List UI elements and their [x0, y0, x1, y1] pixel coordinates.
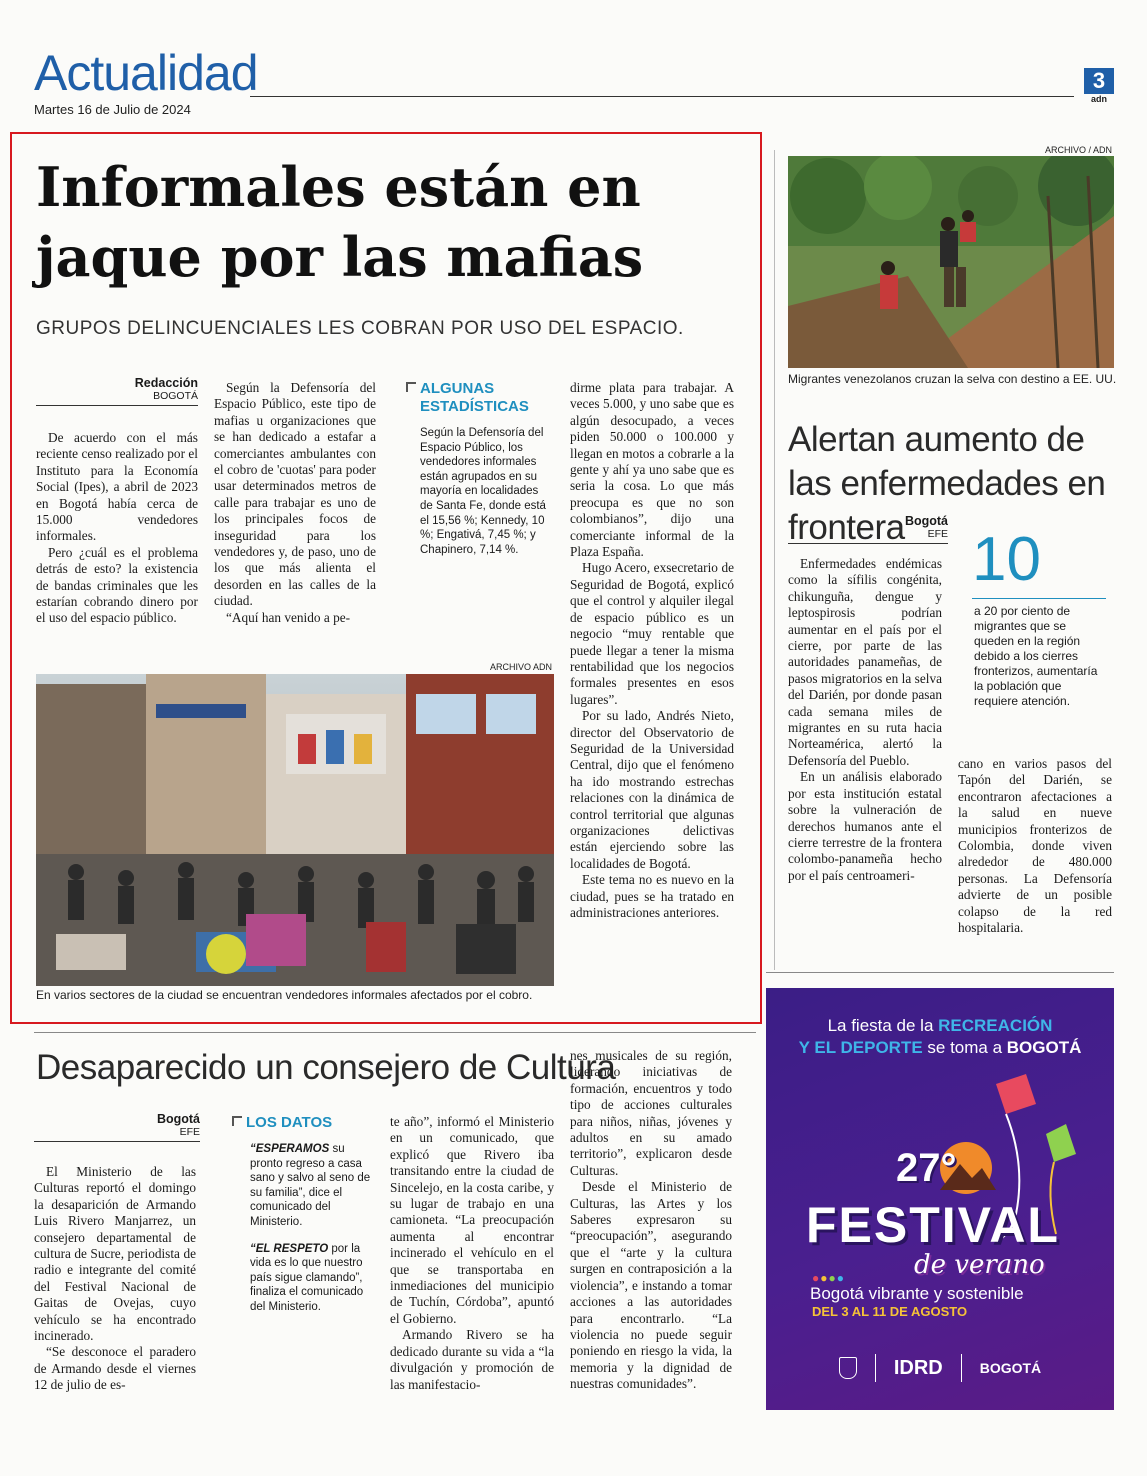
idrd-logo: IDRD	[893, 1356, 943, 1379]
paragraph: te año”, informó el Ministerio en un comunicado, que explicó que Rivero iba transitando entre la ciudad de Sincelejo, en la costa caribe, y su lugar de trabajo en una camioneta. “La preocupación aumenta al encontrar incinerado el vehículo en el que se transportaba en inmediaciones del municipio de Tuchín, Córdoba”, apuntó el Gobierno.	[390, 1114, 554, 1326]
side-byline	[788, 514, 948, 544]
city-shield-icon	[839, 1357, 857, 1379]
lead-column-1	[36, 430, 198, 627]
data-box	[232, 1114, 372, 1327]
byline-author: Redacción	[134, 376, 198, 390]
quote-2	[250, 1242, 372, 1315]
quote-2-lead: “EL RESPETO	[250, 1242, 329, 1255]
issue-date: Martes 16 de Julio de 2024	[34, 102, 191, 117]
ad-line-1-text: La fiesta de la	[827, 1016, 939, 1035]
page-number-box	[1084, 68, 1114, 104]
paragraph: Armando Rivero se ha dedicado durante su vida a “la divulgación y promoción de las manifestacio-	[390, 1327, 554, 1392]
lead-headline-line1: Informales están en	[36, 155, 641, 219]
paragraph: nes musicales de su región, liderando iniciativas de formación, encuentros y todo tipo de acciones culturales para niños, niñas, jóvenes y adultos en su amado territorio”, explicaron desde Culturas.	[570, 1048, 732, 1178]
festival-advertisement[interactable]	[766, 988, 1114, 1410]
stat-figure: 10	[972, 525, 1041, 594]
paragraph: Pero ¿cuál es el problema detrás de esto? la existencia de bandas criminales que les estarían cobrando dinero por el uso del espacio público.	[36, 544, 198, 626]
lead-kicker: GRUPOS DELINCUENCIALES LES COBRAN POR USO DEL ESPACIO.	[36, 318, 684, 339]
ad-logos	[766, 1348, 1114, 1388]
stats-heading-line2: ESTADÍSTICAS	[420, 398, 529, 415]
quote-1	[250, 1142, 372, 1230]
brand-mark: adn	[1090, 94, 1107, 104]
masthead	[34, 44, 1114, 124]
street-vendors-photo	[36, 674, 554, 986]
side-photo-credit: ARCHIVO / ADN	[1044, 145, 1112, 155]
side-photo-caption: Migrantes venezolanos cruzan la selva con destino a EE. UU.	[788, 372, 1117, 386]
lead-column-2	[214, 380, 376, 626]
ad-dates: DEL 3 AL 11 DE AGOSTO	[812, 1304, 968, 1319]
stats-box	[406, 380, 552, 569]
paragraph: Este tema no es nuevo en la ciudad, pues se ha tratado en administraciones anteriores.	[570, 872, 734, 920]
masthead-rule	[250, 96, 1074, 97]
page-number: 3	[1084, 68, 1114, 94]
paragraph: dirme plata para trabajar. A veces 5.000, y uno sabe que es algún desocupado, a veces piden 50.000 o 100.000 y llegan en motos a cobrarle a la gente y ahí ya uno sabe que es seria la cosa. Lo que más preocupa es que no son colombianos”, dijo una comerciante informal de la Plaza España.	[570, 380, 734, 560]
logo-separator	[875, 1354, 876, 1382]
second-headline: Desaparecido un consejero de Cultura	[36, 1048, 616, 1087]
paragraph: En un análisis elaborado por esta institución estatal sobre la vulneración de derechos humanos ante el cierre terrestre de la frontera colombo-panameña hecho por el país centroameri-	[788, 769, 942, 883]
byline-place: EFE	[927, 528, 948, 540]
paragraph: Por su lado, Andrés Nieto, director del Observatorio de Seguridad de la Universidad Central, dijo que el fenómeno ha ido mostrando estrechas relaciones con la dinámica de control territorial que algunas organizaciones delictivas están ejerciendo sobre las localidades de Bogotá.	[570, 708, 734, 871]
ad-line-2-highlight: Y EL DEPORTE	[798, 1038, 923, 1057]
column-divider	[774, 150, 775, 970]
photo-credit: ARCHIVO ADN	[489, 662, 552, 672]
section-name: Actualidad	[34, 45, 258, 101]
paragraph: Enfermedades endémicas como la sífilis congénita, chikunguña, dengue y leptospirosis podrían aumentar en el país por el cierre, por parte de las autoridades panameñas, de pasos migratorios en la selva del Darién, por donde pasan cada semana miles de migrantes en su ruta hacia Norteamérica, alertó la Defensoría del Pueblo.	[788, 556, 942, 768]
stats-text: Según la Defensoría del Espacio Público, los vendedores informales están agrupados en su mayoría en localidades de Santa Fe, donde está el 15,56 %; Kennedy, 10 %; Engativá, 7,45 %; y Chapinero, 7,14 %.	[420, 427, 546, 556]
second-column-4	[570, 1048, 732, 1393]
ad-color-dots: ●●●●	[812, 1271, 845, 1285]
stats-heading-line1: ALGUNAS	[420, 380, 495, 397]
side-column-1	[788, 556, 942, 884]
ad-line-1-highlight: RECREACIÓN	[938, 1016, 1053, 1035]
section-divider	[34, 1032, 756, 1033]
paragraph: De acuerdo con el más reciente censo realizado por el Instituto para la Economía Social (Ipes), a abril de 2023 en Bogotá había cerca de 15.000 vendedores informales.	[36, 430, 198, 544]
jungle-trail-illustration	[788, 156, 1114, 368]
byline-place: BOGOTÁ	[153, 390, 198, 402]
paragraph: Desde el Ministerio de Culturas, las Artes y los Saberes expresaron su “preocupación”, asegurando que el “arte y la cultura surgen en contraposición a la violencia”, e instando a tomar acciones a las autoridades para encontrarlo. “La violencia no puede seguir poniendo en riesgo la vida, la memoria y la dignidad de nuestras comunidades”.	[570, 1179, 732, 1392]
byline-place: EFE	[179, 1126, 200, 1138]
ad-line-2	[766, 1038, 1114, 1058]
lead-byline	[36, 376, 198, 406]
stat-explanation: a 20 por ciento de migrantes que se queden en la región debido a los cierres fronterizos, aumentaría la población que requiere atención.	[974, 604, 1098, 708]
ad-edition: 27°	[896, 1146, 957, 1190]
ad-festival-word: FESTIVAL	[806, 1197, 1060, 1253]
street-scene-illustration	[36, 674, 554, 986]
side-headline: Alertan aumento de las enfermedades en frontera	[788, 420, 1106, 547]
side-column-2	[958, 756, 1112, 936]
bogota-logo: BOGOTÁ	[979, 1360, 1042, 1376]
stats-heading	[406, 380, 552, 416]
ad-line-2-text: se toma a	[922, 1038, 1007, 1057]
second-byline	[34, 1112, 200, 1142]
lead-column-4	[570, 380, 734, 921]
lead-headline	[36, 152, 736, 292]
ad-city: BOGOTÁ	[1006, 1038, 1082, 1057]
lead-headline-line2: jaque por las mafias	[36, 225, 644, 289]
quote-1-lead: “ESPERAMOS	[250, 1143, 330, 1155]
quote-1-text: su pronto regreso a casa sano y salvo al seno de su familia”, dice el comunicado del Ministerio.	[250, 1143, 371, 1228]
section-divider	[766, 972, 1114, 973]
second-column-3	[390, 1114, 554, 1393]
paragraph: El Ministerio de las Culturas reportó el domingo la desaparición de Armando Luis Rivero Manjarrez, un consejero departamental de cultura de Sucre, periodista de radio e integrante del comité del Festival Nacional de Gaitas de Ovejas, cuyo vehículo se ha encontrado incinerado.	[34, 1164, 196, 1344]
migrants-jungle-photo	[788, 156, 1114, 368]
photo-caption: En varios sectores de la ciudad se encuentran vendedores informales afectados por el cobro.	[36, 988, 533, 1002]
ad-verano-script: de verano	[914, 1250, 1045, 1280]
stats-body	[406, 426, 552, 557]
lead-story	[10, 132, 762, 1024]
ad-tagline: Bogotá vibrante y sostenible	[810, 1284, 1024, 1303]
paragraph: “Aquí han venido a pe-	[226, 609, 351, 625]
paragraph: “Se desconoce el paradero de Armando desde el viernes 12 de julio de es-	[34, 1344, 196, 1393]
quote-2-text: por la vida es lo que nuestro país sigue clamando”, finaliza el comunicado del Ministerio.	[250, 1242, 364, 1313]
byline-author: Bogotá	[904, 514, 948, 528]
data-box-heading: LOS DATOS	[232, 1114, 372, 1132]
data-box-body	[232, 1142, 372, 1315]
paragraph: cano en varios pasos del Tapón del Darién, se encontraron afectaciones a la salud en nueve municipios fronterizos de Colombia, donde viven alrededor de 480.000 personas. La Defensoría advierte de un posible colapso de la red hospitalaria.	[958, 756, 1112, 936]
paragraph: Hugo Acero, exsecretario de Seguridad de Bogotá, explicó que el control y alquiler ilegal de espacio público es un negocio “muy rentable que puede llegar a tener la misma rentabilidad que los negocios formales presentes en esos lugares”.	[570, 560, 734, 707]
second-column-1	[34, 1164, 196, 1394]
logo-separator	[961, 1354, 962, 1382]
paragraph: Según la Defensoría del Espacio Público, este tipo de mafias u organizaciones que se han dedicado a estafar a comerciantes ambulantes con el cobro de 'cuotas' para poder usar determinados metros de calle para trabajar es uno de los principales focos de inseguridad para los vendedores y, de paso, uno de los que más alienta el desorden en las calles de la ciudad.	[214, 380, 376, 609]
byline-author: Bogotá	[156, 1112, 200, 1126]
stat-rule	[972, 598, 1106, 599]
ad-line-1	[766, 1016, 1114, 1036]
